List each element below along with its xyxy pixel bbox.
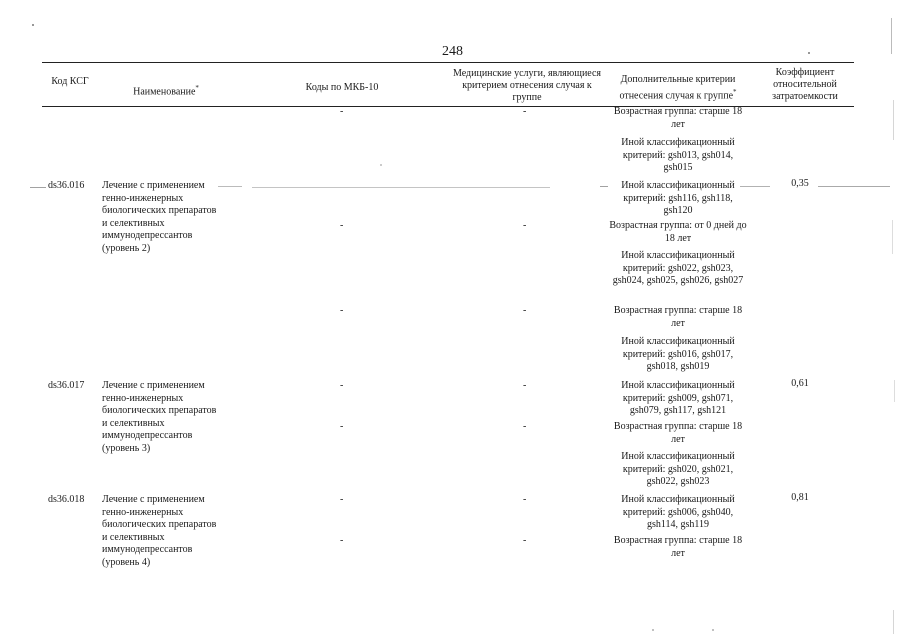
dash-icd: - xyxy=(340,305,344,316)
dash-services: - xyxy=(523,380,527,391)
criteria-cell: Возрастная группа: старше 18 лет xyxy=(613,421,743,445)
ksg-code: ds36.018 xyxy=(48,494,85,505)
scan-artifact xyxy=(818,186,890,187)
scan-artifact xyxy=(600,186,608,187)
dash-icd: - xyxy=(340,106,344,117)
header-coef: Коэффициент относительной затратоемкости xyxy=(772,67,838,102)
criteria-cell: Возрастная группа: старше 18 лет xyxy=(613,535,743,559)
ksg-code: ds36.016 xyxy=(48,180,85,191)
page-number: 248 xyxy=(442,44,463,59)
dash-icd: - xyxy=(340,220,344,231)
ksg-name: Лечение с применением генно-инженерных биологических препаратов и селективных иммунодепрессантов (уровень 4) xyxy=(102,494,217,568)
scan-artifact xyxy=(30,187,46,188)
scan-artifact xyxy=(712,629,714,631)
header-services: Медицинские услуги, являющиеся критерием отнесения случая к группе xyxy=(452,68,602,103)
criteria-cell: Иной классификационный критерий: gsh020, gsh021, gsh022, gsh023 xyxy=(621,451,735,487)
header-name: Наименование* xyxy=(133,84,199,98)
criteria-cell: Иной классификационный критерий: gsh022, gsh023, gsh024, gsh025, gsh026, gsh027 xyxy=(612,250,744,286)
ksg-name: Лечение с применением генно-инженерных биологических препаратов и селективных иммунодепрессантов (уровень 3) xyxy=(102,380,217,454)
criteria-cell: Иной классификационный критерий: gsh009, gsh071, gsh079, gsh117, gsh121 xyxy=(621,380,735,416)
criteria-cell: Иной классификационный критерий: gsh006, gsh040, gsh114, gsh119 xyxy=(621,494,735,530)
scan-edge xyxy=(893,610,894,634)
dash-icd: - xyxy=(340,380,344,391)
dash-services: - xyxy=(523,305,527,316)
criteria-cell: Иной классификационный критерий: gsh013, gsh014, gsh015 xyxy=(621,137,735,173)
criteria-cell: Возрастная группа: старше 18 лет xyxy=(613,106,743,130)
header-code: Код КСГ xyxy=(51,76,89,87)
scan-artifact xyxy=(32,24,34,26)
header-criteria: Дополнительные критерии отнесения случая к группе* xyxy=(619,74,737,102)
scan-artifact xyxy=(652,629,654,631)
scan-artifact xyxy=(808,52,810,54)
scan-edge xyxy=(893,100,894,140)
scan-edge xyxy=(894,380,895,402)
dash-services: - xyxy=(523,494,527,505)
criteria-cell: Возрастная группа: от 0 дней до 18 лет xyxy=(609,220,747,244)
scan-artifact xyxy=(740,186,770,187)
scan-edge xyxy=(892,220,893,254)
scan-edge xyxy=(891,18,892,54)
scan-artifact xyxy=(380,164,382,166)
criteria-cell: Иной классификационный критерий: gsh016, gsh017, gsh018, gsh019 xyxy=(621,336,735,372)
coef-value: 0,81 xyxy=(791,492,809,503)
scan-artifact xyxy=(218,186,242,187)
header-top-rule xyxy=(42,62,854,63)
scan-artifact xyxy=(252,187,550,188)
dash-services: - xyxy=(523,535,527,546)
ksg-name: Лечение с применением генно-инженерных биологических препаратов и селективных иммунодепрессантов (уровень 2) xyxy=(102,180,217,254)
dash-services: - xyxy=(523,220,527,231)
dash-icd: - xyxy=(340,494,344,505)
criteria-cell: Иной классификационный критерий: gsh116, gsh118, gsh120 xyxy=(621,180,735,216)
ksg-code: ds36.017 xyxy=(48,380,85,391)
header-icd: Коды по МКБ-10 xyxy=(305,82,379,93)
criteria-cell: Возрастная группа: старше 18 лет xyxy=(613,305,743,329)
dash-services: - xyxy=(523,106,527,117)
dash-icd: - xyxy=(340,535,344,546)
coef-value: 0,61 xyxy=(791,378,809,389)
dash-services: - xyxy=(523,421,527,432)
dash-icd: - xyxy=(340,421,344,432)
coef-value: 0,35 xyxy=(791,178,809,189)
